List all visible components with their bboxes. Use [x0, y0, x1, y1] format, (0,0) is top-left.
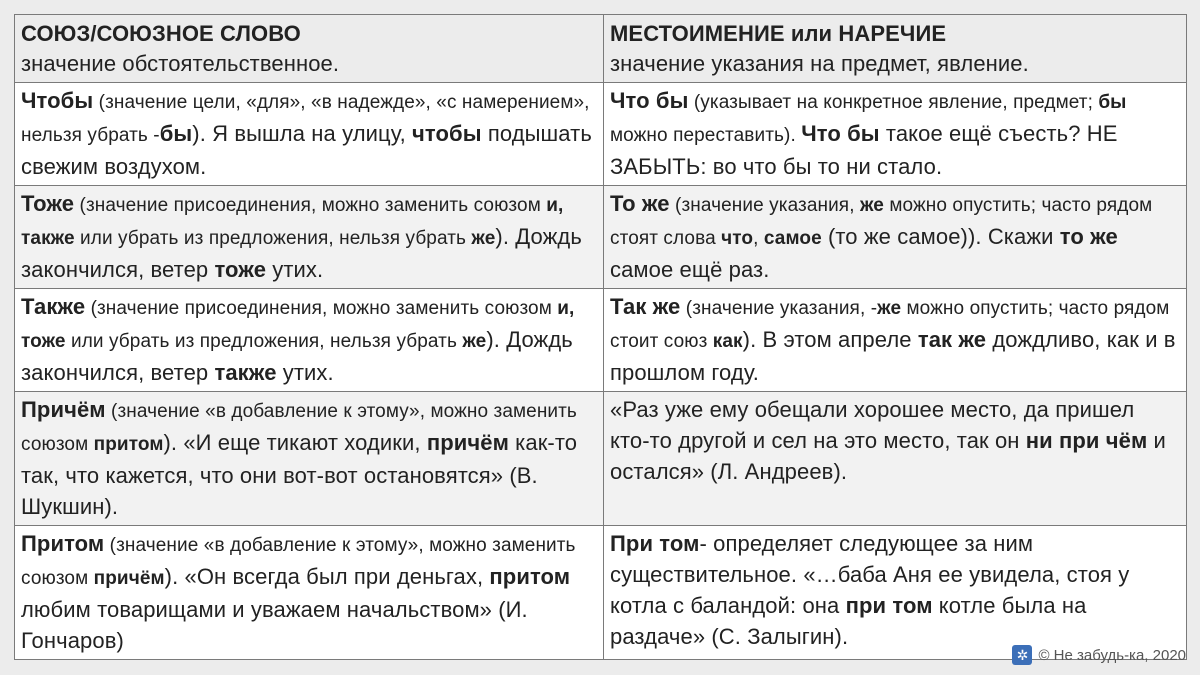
- cell-text: подышать свежим воздухом.: [21, 121, 592, 179]
- cell-text: (указывает на конкретное явление, предмет;: [688, 92, 1099, 113]
- cell-left: [15, 526, 604, 660]
- cell-text: можно переставить).: [610, 125, 802, 146]
- header-cell-pronoun: [604, 15, 1187, 83]
- header-right-title: МЕСТОИМЕНИЕ или НАРЕЧИЕ: [610, 21, 947, 46]
- header-cell-conjunction: [15, 15, 604, 83]
- cell-text: (значение цели, «для», «в надежде», «с намерением», нельзя убрать -: [21, 92, 590, 146]
- cell-right: [604, 289, 1187, 392]
- cell-text: ). Дождь закончился, ветер: [21, 224, 582, 282]
- table-row-pritom: [15, 526, 1187, 660]
- cell-text: (значение «в добавление к этому», можно заменить союзом: [21, 401, 577, 455]
- cell-text: как-то так, что кажется, что они вот-вот остановятся» (В. Шукшин).: [21, 430, 578, 519]
- table-row-tozhe: [15, 186, 1187, 289]
- cell-text: можно опустить; часто рядом стоит союз: [610, 298, 1170, 352]
- keyword-text: Так же: [610, 294, 681, 319]
- cell-text: (значение присоединения, можно заменить союзом: [85, 298, 558, 319]
- cell-right: [604, 83, 1187, 186]
- cell-right: [604, 526, 1187, 660]
- cell-text: ). Я вышла на улицу,: [192, 121, 413, 146]
- keyword-text: Тоже: [21, 191, 75, 216]
- cell-text: (то же самое)). Скажи: [821, 224, 1060, 249]
- keyword-text: чтобы: [412, 121, 482, 146]
- keyword-text: так же: [917, 327, 987, 352]
- keyword-text: же: [859, 195, 884, 216]
- keyword-text: же: [462, 331, 487, 352]
- cell-text: дождливо, как и в прошлом году.: [610, 327, 1176, 385]
- keyword-text: ни при чём: [1025, 428, 1148, 453]
- cell-text: (значение указания,: [669, 195, 860, 216]
- table-row-takzhe: [15, 289, 1187, 392]
- keyword-text: притом: [93, 434, 164, 455]
- keyword-text: бы: [1098, 92, 1127, 113]
- copyright-text: © Не забудь-ка, 2020: [1038, 646, 1186, 664]
- cell-text: котле была на раздаче» (С. Залыгин).: [610, 593, 1087, 649]
- keyword-text: при том: [845, 593, 933, 618]
- keyword-text: притом: [489, 564, 571, 589]
- cell-text: - определяет следующее за ним существительное. «…баба Аня ее увидела, стоя у котла с баландой: она: [610, 531, 1130, 618]
- cell-left: [15, 392, 604, 526]
- keyword-text: же: [471, 228, 496, 249]
- table-row-chtoby: [15, 83, 1187, 186]
- cell-text: «Раз уже ему обещали хорошее место, да пришел кто-то другой и сел на это место, так он: [610, 397, 1135, 453]
- cell-left: [15, 186, 604, 289]
- keyword-text: что: [721, 228, 754, 249]
- cell-text: утих.: [276, 360, 334, 385]
- cell-text: можно опустить; часто рядом стоят слова: [610, 195, 1153, 249]
- cell-left: [15, 83, 604, 186]
- header-right-subtitle: значение указания на предмет, явление.: [610, 51, 1029, 76]
- keyword-text: Причём: [21, 397, 106, 422]
- comparison-table: [14, 14, 1187, 660]
- keyword-text: При том: [610, 531, 700, 556]
- cell-right: [604, 392, 1187, 526]
- cell-text: ). «Он всегда был при деньгах,: [164, 564, 490, 589]
- keyword-text: и, тоже: [21, 298, 575, 352]
- keyword-text: самое: [763, 228, 822, 249]
- cell-text: утих.: [266, 257, 324, 282]
- cell-right: [604, 186, 1187, 289]
- logo-icon: ✲: [1012, 645, 1032, 665]
- keyword-text: причём: [426, 430, 509, 455]
- keyword-text: Что бы: [610, 88, 689, 113]
- cell-text: ). «И еще тикают ходики,: [163, 430, 427, 455]
- keyword-text: также: [214, 360, 277, 385]
- cell-text: (значение присоединения, можно заменить союзом: [74, 195, 547, 216]
- keyword-text: Притом: [21, 531, 105, 556]
- keyword-text: бы: [159, 121, 193, 146]
- cell-left: [15, 289, 604, 392]
- keyword-text: же: [877, 298, 902, 319]
- keyword-text: То же: [610, 191, 670, 216]
- cell-text: и остался» (Л. Андреев).: [610, 428, 1166, 484]
- cell-text: или убрать из предложения, нельзя убрать: [65, 331, 463, 352]
- header-left-title: СОЮЗ/СОЮЗНОЕ СЛОВО: [21, 21, 301, 46]
- keyword-text: и, также: [21, 195, 564, 249]
- keyword-text: Также: [21, 294, 86, 319]
- keyword-text: как: [712, 331, 743, 352]
- header-left-subtitle: значение обстоятельственное.: [21, 51, 340, 76]
- keyword-text: то же: [1059, 224, 1118, 249]
- cell-text: такое ещё съесть? НЕ ЗАБЫТЬ: во что бы то ни стало.: [610, 121, 1118, 179]
- cell-text: или убрать из предложения, нельзя убрать: [74, 228, 472, 249]
- table-row-prichyom: [15, 392, 1187, 526]
- cell-text: ). Дождь закончился, ветер: [21, 327, 573, 385]
- cell-text: (значение «в добавление к этому», можно заменить союзом: [21, 535, 576, 589]
- cell-text: любим товарищами и уважаем начальством» (И. Гончаров): [21, 597, 528, 653]
- cell-text: самое ещё раз.: [610, 257, 770, 282]
- keyword-text: причём: [93, 568, 165, 589]
- cell-text: ,: [753, 228, 764, 249]
- table-header-row: [15, 15, 1187, 83]
- cell-text: (значение указания, -: [680, 298, 878, 319]
- keyword-text: Чтобы: [21, 88, 94, 113]
- keyword-text: Что бы: [801, 121, 880, 146]
- cell-text: ). В этом апреле: [742, 327, 918, 352]
- keyword-text: тоже: [214, 257, 267, 282]
- footer: [1012, 645, 1186, 665]
